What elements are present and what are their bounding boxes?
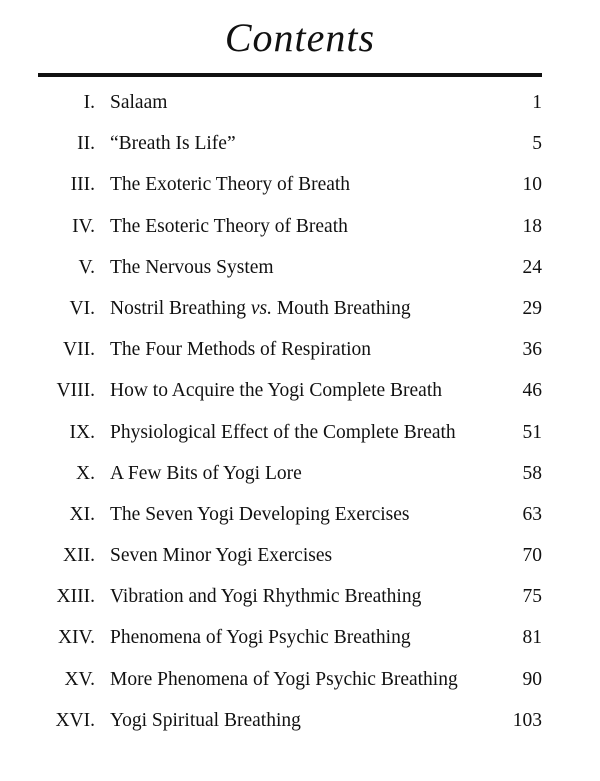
chapter-title: Phenomena of Yogi Psychic Breathing <box>110 627 411 649</box>
chapter-number: X. <box>76 462 95 484</box>
page-number: 58 <box>522 462 542 484</box>
chapter-title: The Nervous System <box>110 256 274 278</box>
chapter-title: Seven Minor Yogi Exercises <box>110 545 333 567</box>
toc-entry <box>0 247 600 288</box>
page-number: 36 <box>522 339 542 361</box>
page-number: 5 <box>532 133 542 155</box>
chapter-title: “Breath Is Life” <box>110 133 236 155</box>
toc-entry <box>0 123 600 164</box>
page-number: 103 <box>512 709 542 731</box>
chapter-number: II. <box>77 133 95 155</box>
page-number: 51 <box>522 421 542 443</box>
chapter-number: XV. <box>64 668 95 690</box>
chapter-number: XII. <box>63 545 95 567</box>
toc-entry <box>0 453 600 494</box>
toc-entry <box>0 412 600 453</box>
chapter-title: Vibration and Yogi Rhythmic Breathing <box>110 586 422 608</box>
chapter-number: XI. <box>69 503 95 525</box>
page-number: 18 <box>522 215 542 237</box>
toc-entry <box>0 700 600 741</box>
page-number: 75 <box>522 586 542 608</box>
chapter-title: The Seven Yogi Developing Exercises <box>110 503 410 525</box>
chapter-number: IX. <box>69 421 95 443</box>
chapter-title: Nostril Breathing vs. Mouth Breathing <box>110 297 411 319</box>
page-number: 29 <box>522 297 542 319</box>
chapter-number: XIV. <box>57 627 95 649</box>
toc-entry <box>0 288 600 329</box>
chapter-number: IV. <box>72 215 95 237</box>
toc-entry <box>0 206 600 247</box>
chapter-title: Salaam <box>110 92 168 113</box>
page-number: 10 <box>522 174 542 196</box>
chapter-title: The Esoteric Theory of Breath <box>110 215 348 237</box>
page-number: 1 <box>532 92 542 113</box>
chapter-number: XIII. <box>56 586 95 608</box>
toc-entry <box>0 659 600 700</box>
title-rule <box>38 73 542 77</box>
toc-entry <box>0 164 600 205</box>
page-title: Contents <box>224 15 376 60</box>
toc-entry <box>0 617 600 658</box>
toc-list <box>0 82 600 741</box>
page-number: 70 <box>522 545 542 567</box>
chapter-number: XVI. <box>55 709 95 731</box>
chapter-title: The Four Methods of Respiration <box>110 339 372 361</box>
toc-entry <box>0 494 600 535</box>
chapter-number: VIII. <box>56 380 95 402</box>
chapter-title: Yogi Spiritual Breathing <box>110 709 301 731</box>
toc-entry <box>0 576 600 617</box>
toc-entry <box>0 535 600 576</box>
chapter-number: VI. <box>69 297 95 319</box>
chapter-number: VII. <box>63 339 95 361</box>
page-number: 24 <box>522 256 542 278</box>
page-number: 46 <box>522 380 542 402</box>
chapter-number: III. <box>70 174 95 196</box>
toc-entry <box>0 82 600 123</box>
page-number: 90 <box>522 668 542 690</box>
page-number: 63 <box>522 503 542 525</box>
chapter-title: Physiological Effect of the Complete Breath <box>110 421 456 443</box>
chapter-title: The Exoteric Theory of Breath <box>110 174 351 196</box>
toc-entry <box>0 370 600 411</box>
chapter-title: A Few Bits of Yogi Lore <box>110 462 302 484</box>
chapter-title: More Phenomena of Yogi Psychic Breathing <box>110 668 458 690</box>
chapter-number: I. <box>83 92 95 113</box>
chapter-title: How to Acquire the Yogi Complete Breath <box>110 380 443 402</box>
chapter-number: V. <box>78 256 95 278</box>
page-number: 81 <box>522 627 542 649</box>
toc-entry <box>0 329 600 370</box>
